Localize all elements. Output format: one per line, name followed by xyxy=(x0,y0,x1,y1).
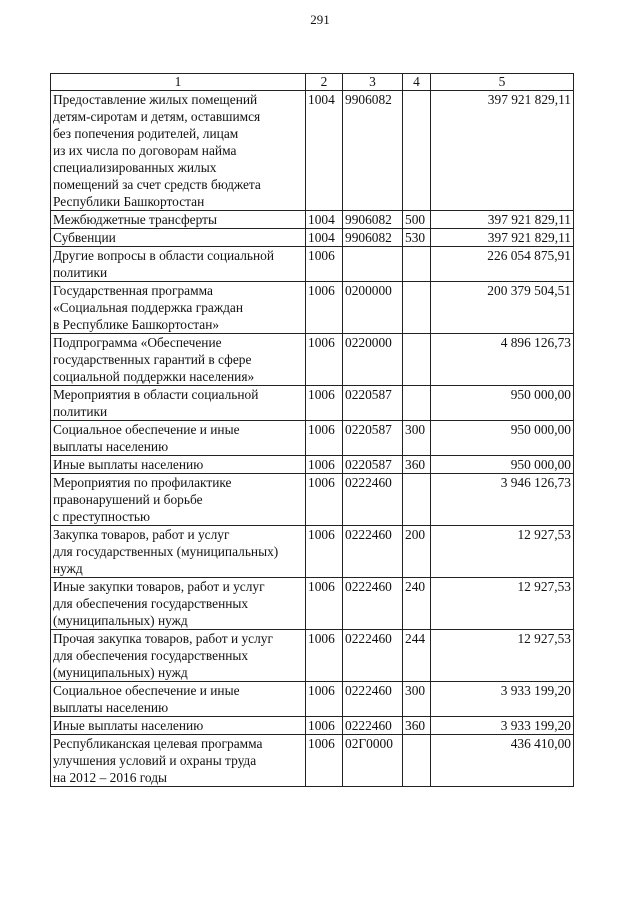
row-amount: 12 927,53 xyxy=(431,630,574,682)
row-amount: 950 000,00 xyxy=(431,386,574,421)
row-section-code: 1006 xyxy=(306,282,343,334)
row-name: Межбюджетные трансферты xyxy=(51,211,306,229)
table-row xyxy=(51,386,574,421)
row-amount: 3 946 126,73 xyxy=(431,474,574,526)
row-amount: 226 054 875,91 xyxy=(431,247,574,282)
row-amount: 950 000,00 xyxy=(431,421,574,456)
row-expense-kind: 300 xyxy=(403,421,431,456)
table-header-row xyxy=(51,74,574,91)
row-target-code: 0220587 xyxy=(343,456,403,474)
table-row xyxy=(51,91,574,211)
row-section-code: 1004 xyxy=(306,229,343,247)
row-expense-kind: 500 xyxy=(403,211,431,229)
page-number: 291 xyxy=(310,12,330,27)
row-expense-kind: 200 xyxy=(403,526,431,578)
row-expense-kind xyxy=(403,247,431,282)
row-expense-kind xyxy=(403,474,431,526)
row-name: Мероприятия по профилактике правонарушений и борьбе с преступностью xyxy=(51,474,306,526)
row-target-code: 02Г0000 xyxy=(343,735,403,787)
row-section-code: 1006 xyxy=(306,717,343,735)
row-section-code: 1006 xyxy=(306,630,343,682)
row-expense-kind xyxy=(403,91,431,211)
table-row xyxy=(51,247,574,282)
row-amount: 4 896 126,73 xyxy=(431,334,574,386)
table-row xyxy=(51,717,574,735)
table-row xyxy=(51,211,574,229)
row-name: Подпрограмма «Обеспечение государственных гарантий в сфере социальной поддержки населения» xyxy=(51,334,306,386)
table-row xyxy=(51,229,574,247)
table-row xyxy=(51,630,574,682)
row-name: Предоставление жилых помещений детям-сиротам и детям, оставшимся без попечения родителей, лицам из их числа по договорам найма специализированных жилых помещений за счет средств бюджета Республики Башкортостан xyxy=(51,91,306,211)
row-section-code: 1006 xyxy=(306,421,343,456)
row-target-code: 9906082 xyxy=(343,91,403,211)
row-name: Государственная программа «Социальная поддержка граждан в Республике Башкортостан» xyxy=(51,282,306,334)
table-row xyxy=(51,474,574,526)
header-col-kind: 4 xyxy=(403,74,431,91)
row-expense-kind: 300 xyxy=(403,682,431,717)
row-expense-kind: 360 xyxy=(403,456,431,474)
header-col-amount: 5 xyxy=(431,74,574,91)
row-section-code: 1004 xyxy=(306,91,343,211)
row-target-code: 9906082 xyxy=(343,229,403,247)
row-target-code: 0220587 xyxy=(343,421,403,456)
row-target-code: 0200000 xyxy=(343,282,403,334)
table-row xyxy=(51,334,574,386)
row-section-code: 1006 xyxy=(306,247,343,282)
row-name: Социальное обеспечение и иные выплаты населению xyxy=(51,682,306,717)
row-target-code: 0222460 xyxy=(343,578,403,630)
row-target-code: 9906082 xyxy=(343,211,403,229)
row-amount: 950 000,00 xyxy=(431,456,574,474)
row-expense-kind: 240 xyxy=(403,578,431,630)
row-target-code: 0222460 xyxy=(343,474,403,526)
row-name: Другие вопросы в области социальной политики xyxy=(51,247,306,282)
row-name: Прочая закупка товаров, работ и услуг для обеспечения государственных (муниципальных) нужд xyxy=(51,630,306,682)
row-target-code xyxy=(343,247,403,282)
row-section-code: 1004 xyxy=(306,211,343,229)
row-amount: 3 933 199,20 xyxy=(431,682,574,717)
row-expense-kind xyxy=(403,334,431,386)
header-col-name: 1 xyxy=(51,74,306,91)
row-target-code: 0220000 xyxy=(343,334,403,386)
table-row xyxy=(51,456,574,474)
table-row xyxy=(51,526,574,578)
row-amount: 397 921 829,11 xyxy=(431,229,574,247)
row-name: Иные закупки товаров, работ и услуг для обеспечения государственных (муниципальных) нужд xyxy=(51,578,306,630)
table-row xyxy=(51,578,574,630)
row-expense-kind xyxy=(403,386,431,421)
header-col-section: 2 xyxy=(306,74,343,91)
row-amount: 200 379 504,51 xyxy=(431,282,574,334)
row-expense-kind xyxy=(403,735,431,787)
row-target-code: 0222460 xyxy=(343,717,403,735)
table-row xyxy=(51,682,574,717)
row-name: Республиканская целевая программа улучшения условий и охраны труда на 2012 – 2016 годы xyxy=(51,735,306,787)
row-section-code: 1006 xyxy=(306,682,343,717)
row-name: Социальное обеспечение и иные выплаты населению xyxy=(51,421,306,456)
row-target-code: 0222460 xyxy=(343,682,403,717)
row-amount: 3 933 199,20 xyxy=(431,717,574,735)
row-section-code: 1006 xyxy=(306,334,343,386)
row-amount: 397 921 829,11 xyxy=(431,211,574,229)
row-expense-kind xyxy=(403,282,431,334)
row-target-code: 0220587 xyxy=(343,386,403,421)
row-name: Иные выплаты населению xyxy=(51,717,306,735)
row-expense-kind: 244 xyxy=(403,630,431,682)
table-row xyxy=(51,421,574,456)
table-row xyxy=(51,735,574,787)
row-amount: 397 921 829,11 xyxy=(431,91,574,211)
row-section-code: 1006 xyxy=(306,474,343,526)
row-name: Иные выплаты населению xyxy=(51,456,306,474)
row-name: Закупка товаров, работ и услуг для государственных (муниципальных) нужд xyxy=(51,526,306,578)
row-section-code: 1006 xyxy=(306,456,343,474)
row-target-code: 0222460 xyxy=(343,630,403,682)
budget-table xyxy=(50,73,574,787)
row-expense-kind: 530 xyxy=(403,229,431,247)
row-target-code: 0222460 xyxy=(343,526,403,578)
row-amount: 436 410,00 xyxy=(431,735,574,787)
row-section-code: 1006 xyxy=(306,386,343,421)
row-section-code: 1006 xyxy=(306,578,343,630)
row-expense-kind: 360 xyxy=(403,717,431,735)
row-name: Мероприятия в области социальной политики xyxy=(51,386,306,421)
row-amount: 12 927,53 xyxy=(431,526,574,578)
header-col-target: 3 xyxy=(343,74,403,91)
row-amount: 12 927,53 xyxy=(431,578,574,630)
row-section-code: 1006 xyxy=(306,735,343,787)
table-row xyxy=(51,282,574,334)
row-section-code: 1006 xyxy=(306,526,343,578)
row-name: Субвенции xyxy=(51,229,306,247)
